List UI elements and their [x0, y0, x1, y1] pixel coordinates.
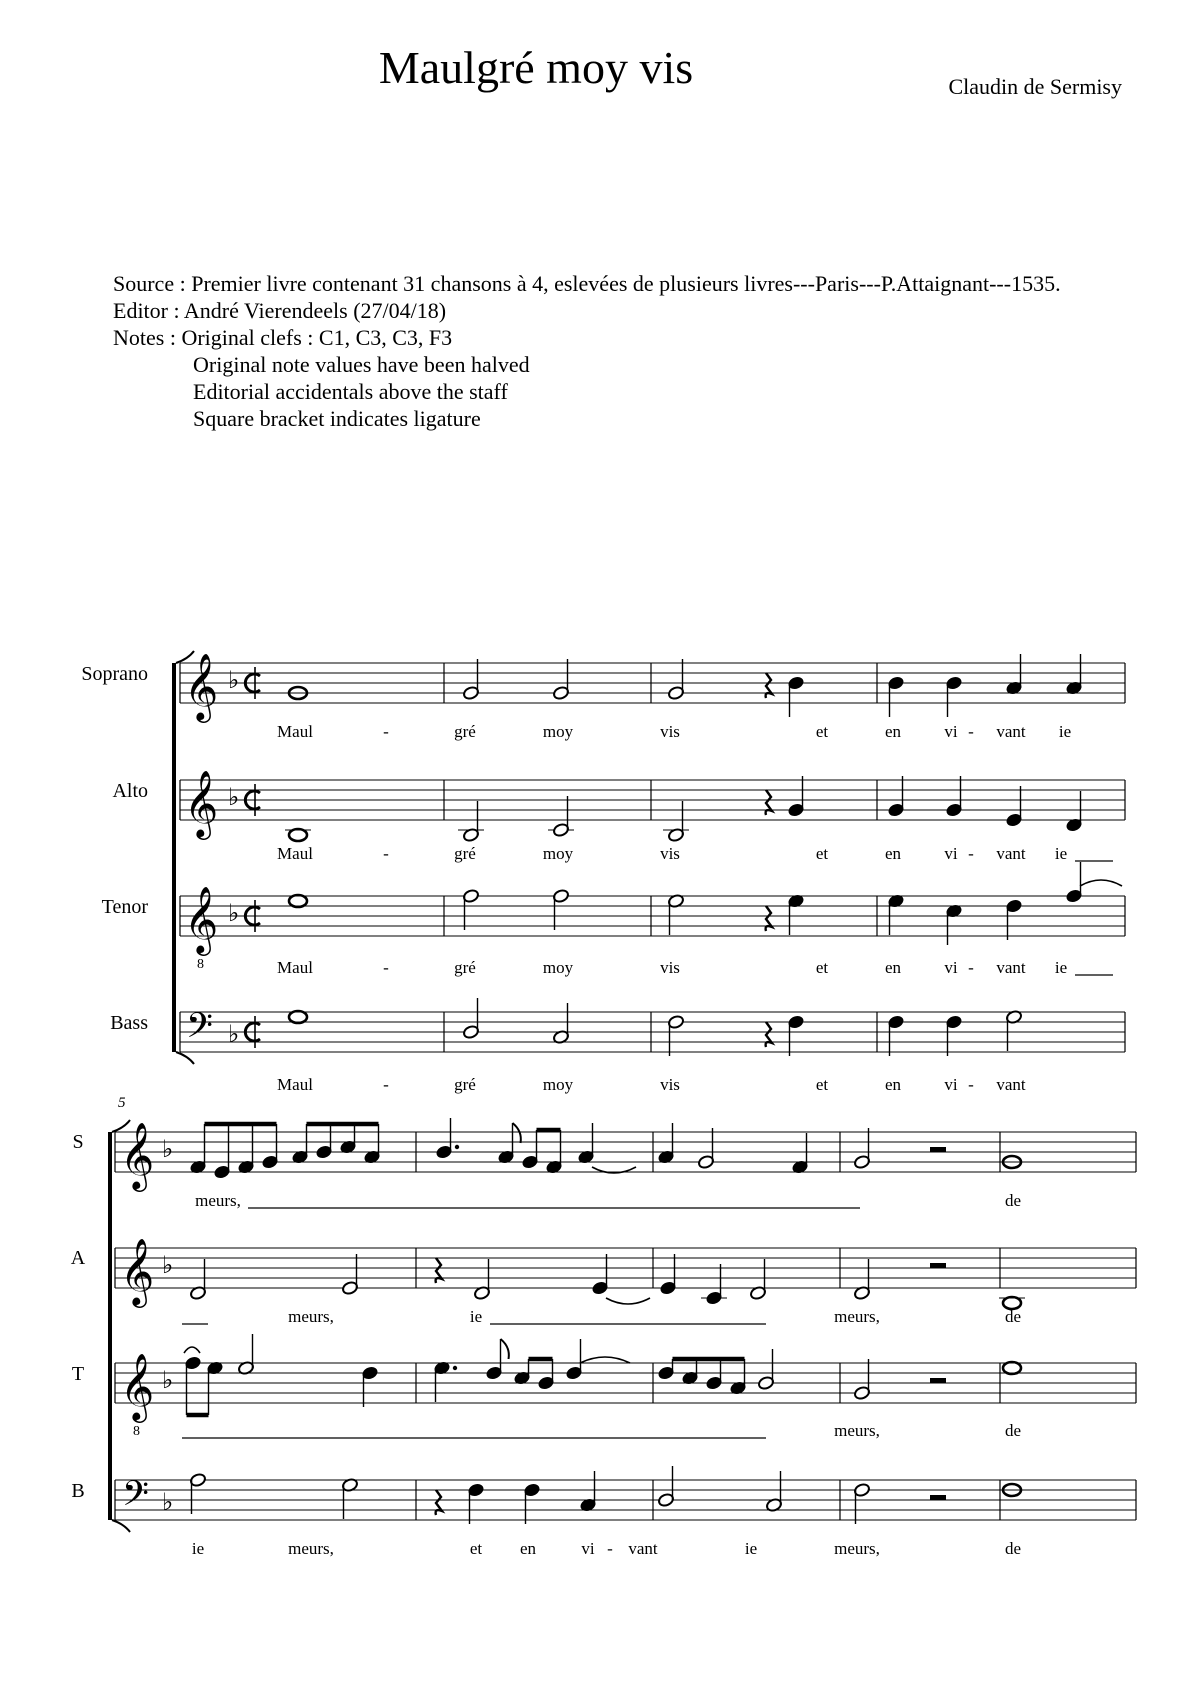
lyric: Maul [277, 722, 313, 741]
whole-note [289, 895, 307, 907]
lyric: de [1004, 1307, 1022, 1326]
ligature-line: Square bracket indicates ligature [193, 406, 481, 431]
flat-icon: ♭ [162, 1490, 174, 1516]
flat-icon: ♭ [228, 901, 240, 927]
half-rest [930, 1495, 946, 1500]
lyric: vi [944, 1075, 958, 1094]
note-values-line: Original note values have been halved [193, 352, 530, 377]
quarter-rest [766, 673, 772, 698]
lyric: ie [1058, 722, 1072, 741]
treble-clef-icon: 𝄞 [184, 887, 219, 952]
dot [455, 1145, 459, 1149]
lyric: ie [469, 1307, 483, 1326]
quarter-rest [436, 1258, 442, 1283]
lyric: gré [454, 722, 476, 741]
tie [606, 1298, 650, 1304]
staff-name-s: S [72, 1131, 84, 1153]
treble-clef-icon: 𝄞 [184, 771, 219, 836]
lyric: - [383, 722, 389, 741]
lyric: - [383, 958, 389, 977]
lyric: - [968, 844, 974, 863]
notes-line: Notes : Original clefs : C1, C3, C3, F3 [113, 325, 453, 350]
lyric: en [519, 1539, 537, 1558]
treble-clef-icon: 𝄞 [120, 1354, 155, 1419]
lyric: gré [454, 958, 476, 977]
lyric: vi [581, 1539, 595, 1558]
tie [1080, 880, 1122, 886]
lyric: et [815, 958, 829, 977]
lyric: vant [628, 1539, 658, 1558]
note-flag [501, 1339, 509, 1359]
quarter-rest [436, 1490, 442, 1515]
flat-icon: ♭ [228, 668, 240, 694]
lyric: vant [996, 958, 1026, 977]
treble-clef-icon: 𝄞 [120, 1123, 155, 1188]
lyric: moy [542, 958, 574, 977]
lyric: ie [1054, 844, 1068, 863]
lyric: et [469, 1539, 483, 1558]
octave-eight: 8 [133, 1424, 140, 1439]
lyric: et [815, 1075, 829, 1094]
whole-note [1003, 1362, 1021, 1374]
lyric: vis [660, 722, 680, 741]
editor-line: Editor : André Vierendeels (27/04/18) [113, 298, 447, 323]
lyric: de [1004, 1191, 1022, 1210]
staff-name-alto: Alto [112, 780, 148, 802]
measure-number: 5 [118, 1095, 126, 1111]
lyric: en [884, 1075, 902, 1094]
flat-icon: ♭ [228, 1022, 240, 1048]
lyric: meurs, [834, 1307, 880, 1326]
staff-name-bass: Bass [110, 1012, 148, 1034]
lyric: ie [191, 1539, 205, 1558]
quarter-rest [766, 906, 772, 931]
flat-icon: ♭ [162, 1137, 174, 1163]
tie [580, 1357, 630, 1363]
quarter-rest [766, 790, 772, 815]
lyric: meurs, [834, 1421, 880, 1440]
dot [453, 1366, 457, 1370]
lyric: - [968, 958, 974, 977]
lyric: de [1004, 1539, 1022, 1558]
system-bracket [172, 663, 176, 1052]
bass-clef-icon: 𝄢 [186, 1008, 214, 1054]
lyric: vis [660, 844, 680, 863]
lyric: moy [542, 844, 574, 863]
flat-icon: ♭ [162, 1253, 174, 1279]
lyric: meurs, [834, 1539, 880, 1558]
tie [184, 1347, 200, 1353]
lyric: et [815, 844, 829, 863]
whole-note [289, 829, 307, 841]
staff-name-tenor: Tenor [101, 896, 148, 918]
octave-eight: 8 [197, 957, 204, 972]
system-bracket [108, 1132, 112, 1520]
lyric: gré [454, 1075, 476, 1094]
lyric: vant [996, 722, 1026, 741]
lyric: gré [454, 844, 476, 863]
lyric: Maul [277, 958, 313, 977]
lyric: - [607, 1539, 613, 1558]
lyric: Maul [277, 1075, 313, 1094]
staff-name-t: T [71, 1363, 85, 1385]
composer-name: Claudin de Sermisy [948, 74, 1122, 99]
half-rest [930, 1147, 946, 1152]
lyric: et [815, 722, 829, 741]
whole-note [289, 1011, 307, 1023]
lyric: - [383, 844, 389, 863]
treble-clef-icon: 𝄞 [184, 654, 219, 719]
lyric: vi [944, 958, 958, 977]
lyric: vant [996, 844, 1026, 863]
lyric: en [884, 722, 902, 741]
note-flag [513, 1123, 521, 1143]
source-line: Source : Premier livre contenant 31 chansons à 4, eslevées de plusieurs livres---Paris---P.Attaignant---1535. [113, 271, 1061, 296]
lyric: en [884, 958, 902, 977]
page-title: Maulgré moy vis [378, 42, 694, 93]
bass-clef-icon: 𝄢 [122, 1476, 150, 1522]
lyric: vi [944, 844, 958, 863]
lyric: meurs, [288, 1307, 334, 1326]
half-rest [930, 1263, 946, 1268]
treble-clef-icon: 𝄞 [120, 1239, 155, 1304]
lyric: moy [542, 722, 574, 741]
staff-name-b: B [71, 1480, 85, 1502]
lyric: ie [1054, 958, 1068, 977]
lyric: - [968, 722, 974, 741]
lyric: en [884, 844, 902, 863]
lyric: vi [944, 722, 958, 741]
lyric: vant [996, 1075, 1026, 1094]
quarter-rest [766, 1022, 772, 1047]
half-rest [930, 1378, 946, 1383]
lyric: ie [744, 1539, 758, 1558]
staff-name-a: A [70, 1247, 86, 1269]
lyric: Maul [277, 844, 313, 863]
accidentals-line: Editorial accidentals above the staff [193, 379, 508, 404]
lyric: - [383, 1075, 389, 1094]
lyric: vis [660, 1075, 680, 1094]
flat-icon: ♭ [228, 785, 240, 811]
lyric: de [1004, 1421, 1022, 1440]
lyric: vis [660, 958, 680, 977]
flat-icon: ♭ [162, 1368, 174, 1394]
staff-name-soprano: Soprano [81, 663, 148, 685]
lyric: - [968, 1075, 974, 1094]
lyric: moy [542, 1075, 574, 1094]
lyric: meurs, [288, 1539, 334, 1558]
lyric: meurs, [195, 1191, 241, 1210]
